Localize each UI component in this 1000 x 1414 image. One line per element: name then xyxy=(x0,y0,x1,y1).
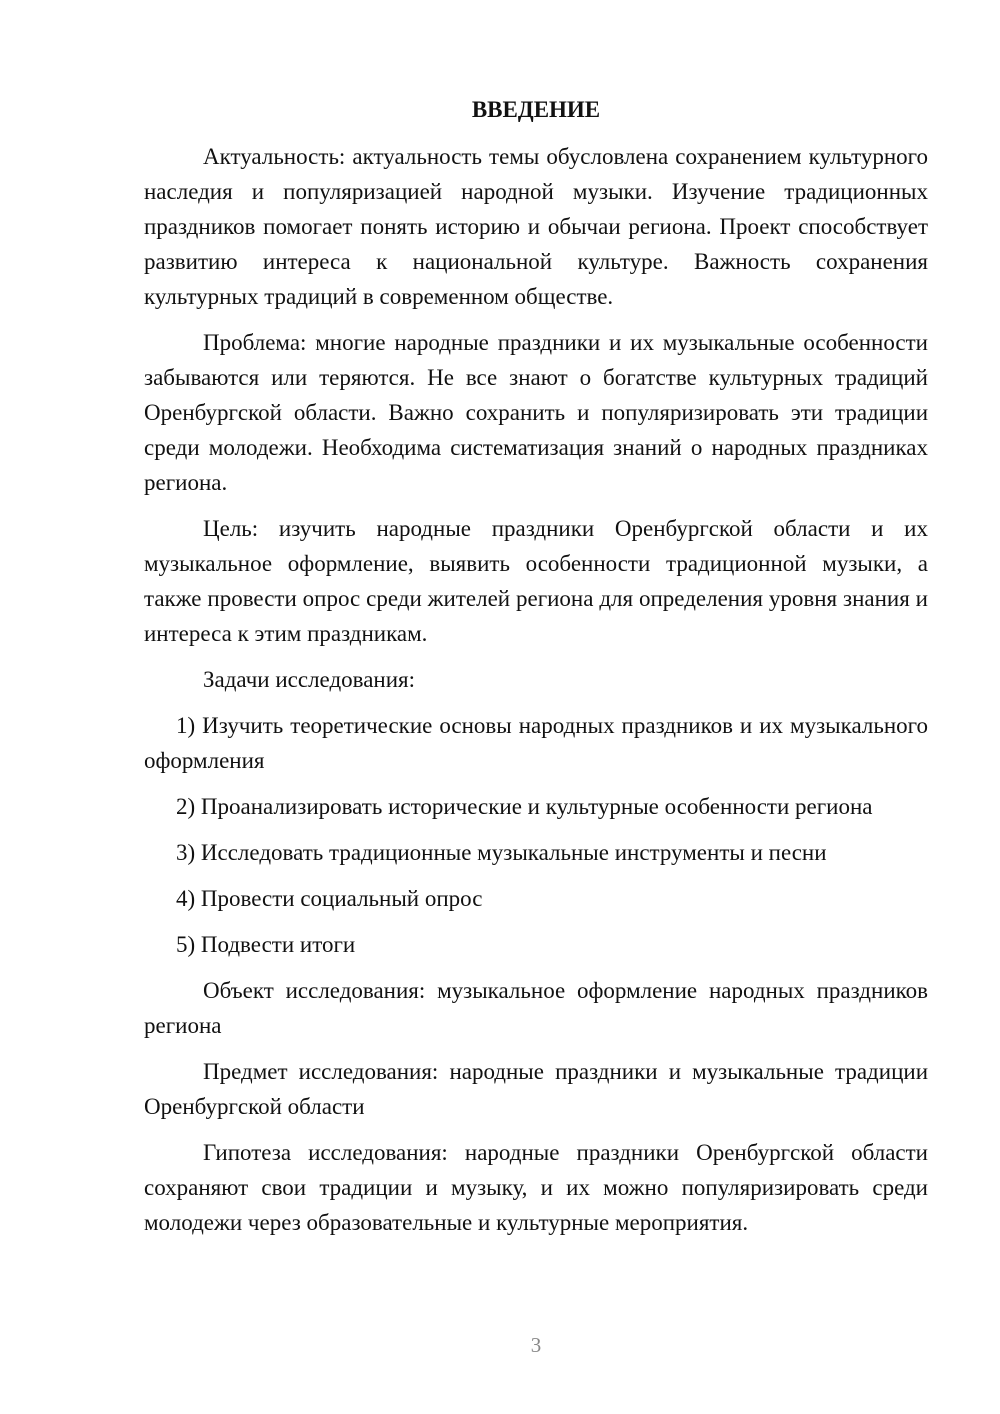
problem-paragraph: Проблема: многие народные праздники и их музыкальные особенности забываются или теряются. Не все знают о богатстве культурных традиций Оренбургской области. Важно сохранить и популяризировать эти традиции среди молодежи. Необходима систематизация знаний о народных праздниках региона. xyxy=(144,330,928,495)
task-item-5: 5) Подвести итоги xyxy=(176,932,356,957)
goal-paragraph: Цель: изучить народные праздники Оренбургской области и их музыкальное оформление, выявить особенности традиционной музыки, а также провести опрос среди жителей региона для определения уровня знания и интереса к этим праздникам. xyxy=(144,516,928,646)
task-item-2: 2) Проанализировать исторические и культурные особенности региона xyxy=(176,794,873,819)
hypothesis-paragraph: Гипотеза исследования: народные праздники Оренбургской области сохраняют свои традиции и музыку, и их можно популяризировать среди молодежи через образовательные и культурные мероприятия. xyxy=(144,1140,928,1235)
page-number: 3 xyxy=(530,1333,542,1357)
relevance-paragraph: Актуальность: актуальность темы обусловлена сохранением культурного наследия и популяризацией народной музыки. Изучение традиционных праздников помогает понять историю и обычаи региона. Проект способствует развитию интереса к национальной культуре. Важность сохранения культурных традиций в современном обществе. xyxy=(144,144,928,309)
page-content xyxy=(144,92,928,1251)
task-item-3: 3) Исследовать традиционные музыкальные инструменты и песни xyxy=(176,840,827,865)
object-paragraph: Объект исследования: музыкальное оформление народных праздников региона xyxy=(144,978,928,1038)
tasks-heading: Задачи исследования: xyxy=(203,667,416,692)
section-title: ВВЕДЕНИЕ xyxy=(471,97,601,122)
task-item-4: 4) Провести социальный опрос xyxy=(176,886,483,911)
task-item-1: 1) Изучить теоретические основы народных праздников и их музыкального оформления xyxy=(144,713,928,773)
subject-paragraph: Предмет исследования: народные праздники и музыкальные традиции Оренбургской области xyxy=(144,1059,928,1119)
